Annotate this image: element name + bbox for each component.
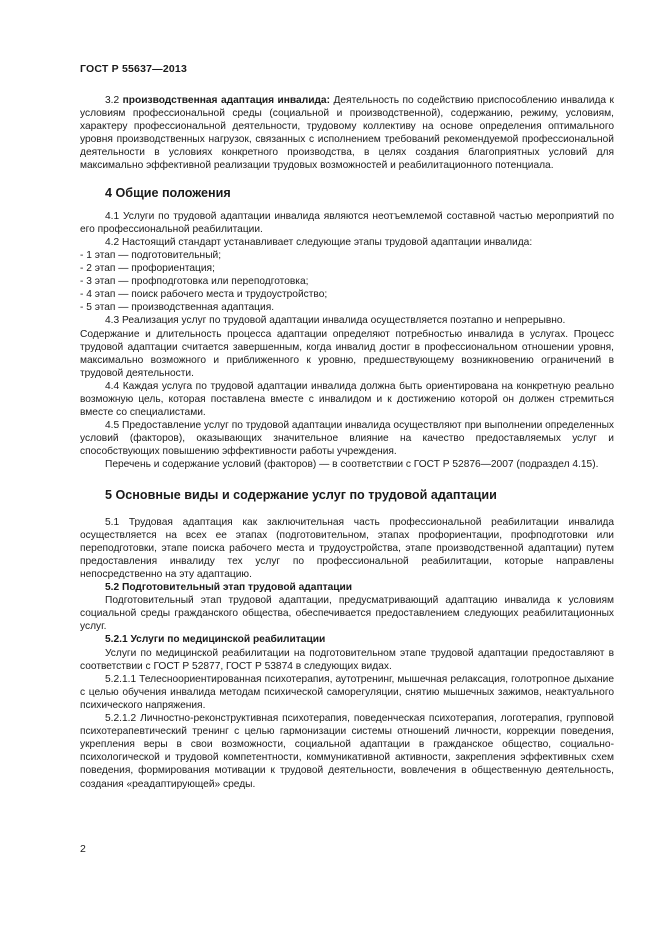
stage-item: - 4 этап — поиск рабочего места и трудоустройство; (80, 289, 328, 301)
clause-4-5-list-ref: Перечень и содержание условий (факторов) — в соответствии с ГОСТ Р 52876—2007 (подраздел 4.15). (105, 459, 599, 471)
section-5-heading: 5 Основные виды и содержание услуг по трудовой адаптации (105, 487, 497, 502)
stage-item: - 3 этап — профподготовка или переподготовка; (80, 276, 309, 288)
stage-item: - 2 этап — профориентация; (80, 263, 215, 275)
clause-4-5: 4.5 Предоставление услуг по трудовой адаптации инвалида осуществляют при выполнении определенных условий (факторов), оказывающих значительное влияние на качество предоставляемых услуг и способствующих повышению эффективности работы учреждения. (80, 420, 614, 458)
clause-3-2 (80, 94, 614, 173)
stage-item: - 1 этап — подготовительный; (80, 249, 222, 261)
clause-4-3: 4.3 Реализация услуг по трудовой адаптации инвалида осуществляется поэтапно и непрерывно. (105, 315, 566, 327)
clause-3-2-text: Деятельность по содействию приспособлению инвалида к условиям профессиональной среды (социальной и производственной), содержанию, режиму, условиям, характеру профессиональной деятельности, трудовому коллективу на основе определения оптимального уровня производственных нагрузок, связанных с исполнением требований рекомендуемой профессиональной деятельности в условиях конкретного производства, в целях создания благоприятных условий для максимально эффективной реализации трудовых возможностей и реабилитационного потенциала. (80, 95, 614, 172)
stage-item: - 5 этап — производственная адаптация. (80, 302, 275, 314)
clause-5-2: Подготовительный этап трудовой адаптации, предусматривающий адаптацию инвалида к условиям социальной среды гражданского общества, обеспечивается предоставлением следующих реабилитационных услуг. (80, 595, 614, 633)
clause-5-2-1-1: 5.2.1.1 Телеснoориентированная психотерапия, аутотренинг, мышечная релаксация, голотропное дыхание с целью обучения инвалида методам психической саморегуляции, снятию мышечных зажимов, неактуального психического напряжения. (80, 673, 615, 711)
clause-5-2-1-2: 5.2.1.2 Личностно-реконструктивная психотерапия, поведенческая психотерапия, логотерапия, групповой психотерапевтический тренинг с целью гармонизации системы отношений личности, коррекции поведения, укрепления веры в свои возможности, социальной адаптации в гражданское общество, социально-психологической и трудовой компетентности, коммуникативной активности, закрепления эффективных схем поведения, формирования мотивации к трудовой деятельности, вовлечения в общественную деятельность, создания «реадаптирующей» среды. (80, 713, 614, 790)
document-body (80, 94, 614, 791)
subsection-5-2-1-heading: 5.2.1 Услуги по медицинской реабилитации (105, 634, 326, 646)
clause-4-4: 4.4 Каждая услуга по трудовой адаптации инвалида должна быть ориентирована на конкретную реально возможную цель, которая поставлена вместе с инвалидом и к достижению которой он должен стремиться вместе со специалистами. (80, 380, 614, 419)
clause-4-1: 4.1 Услуги по трудовой адаптации инвалида являются неотъемлемой составной частью мероприятий по его профессиональной реабилитации. (80, 210, 614, 235)
clause-4-3-cont: Содержание и длительность процесса адаптации определяют потребностью инвалида в услугах. Процесс трудовой адаптации считается завершенным, когда инвалид достиг в профессиональном отношении уровня, максимально возможного и приближенного к уровню, предшествующему возникновению ограничений в трудовой деятельности. (80, 328, 614, 379)
doc-code-header: ГОСТ Р 55637—2013 (80, 63, 188, 75)
clause-5-2-1: Услуги по медицинской реабилитации на подготовительном этапе трудовой адаптации предоставляют в соответствии с ГОСТ Р 52877, ГОСТ Р 53874 в следующих видах. (80, 647, 614, 672)
section-4-heading: 4 Общие положения (105, 185, 231, 200)
clause-3-2-num: 3.2 (105, 95, 120, 106)
subsection-5-2-heading: 5.2 Подготовительный этап трудовой адаптации (105, 582, 353, 594)
clause-5-1: 5.1 Трудовая адаптация как заключительная часть профессиональной реабилитации инвалида осуществляется на всех ее этапах (подготовительном, этапах профориентации, профподготовки или переподготовки, этапе поиска рабочего места и трудоустройства, этапе производственной адаптации) путем предоставления инвалиду тех услуг по профессиональной реабилитации, которые направлены непосредственно на эту адаптацию. (80, 516, 614, 580)
clause-3-2-term: производственная адаптация инвалида: (122, 95, 330, 106)
clause-4-2: 4.2 Настоящий стандарт устанавливает следующие этапы трудовой адаптации инвалида: (105, 236, 533, 248)
page-number: 2 (80, 843, 86, 855)
